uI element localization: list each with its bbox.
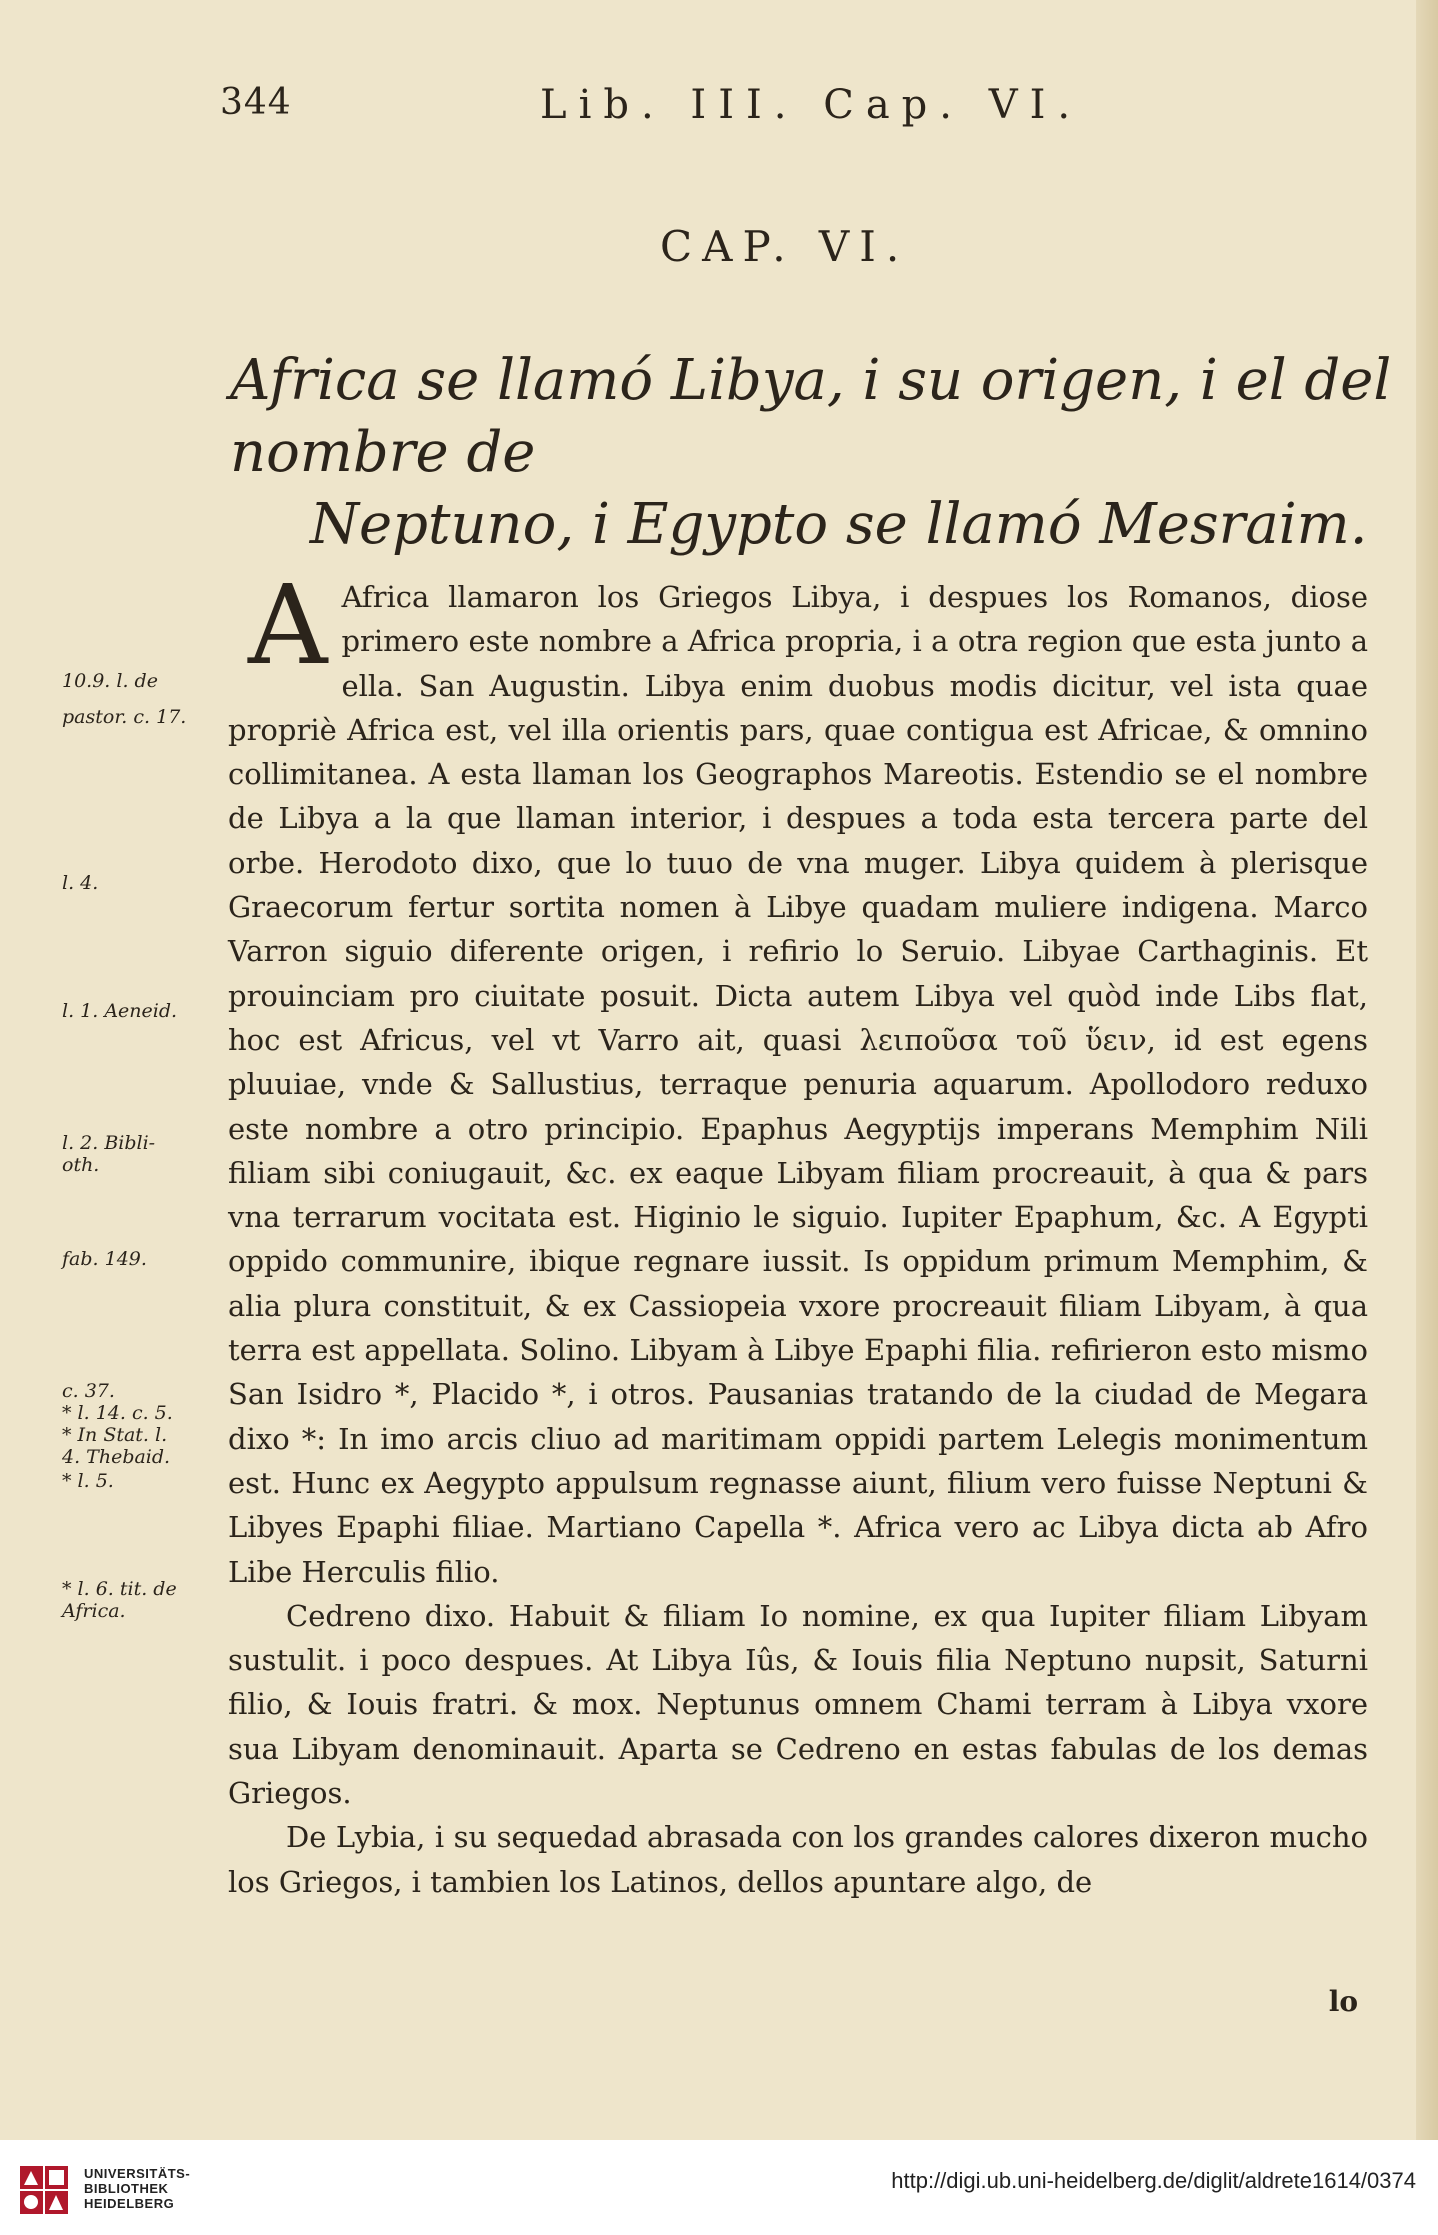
catchword: lo (1328, 1985, 1358, 2018)
university-library-logo-icon (18, 2164, 70, 2216)
margin-note: pastor. c. 17. (62, 706, 187, 728)
library-name-line: UNIVERSITÄTS- (84, 2166, 191, 2181)
margin-note: 4. Thebaid. (62, 1446, 171, 1468)
chapter-title (230, 345, 1400, 561)
running-head (220, 82, 1370, 132)
chapter-heading: CAP. VI. (660, 222, 910, 271)
margin-note: * l. 6. tit. de (62, 1578, 177, 1600)
margin-note: Africa. (62, 1600, 126, 1622)
library-name-line: BIBLIOTHEK (84, 2181, 169, 2196)
margin-note: fab. 149. (62, 1248, 147, 1270)
source-url-link[interactable]: http://digi.ub.uni-heidelberg.de/diglit/aldrete1614/0374 (891, 2168, 1416, 2193)
body-text (228, 561, 1368, 1904)
margin-note: * l. 5. (62, 1470, 114, 1492)
margin-note: 10.9. l. de (62, 670, 158, 692)
paragraph (228, 561, 1368, 1594)
chapter-title-line-2: Neptuno, i Egypto se llamó Mesraim. (310, 492, 1368, 557)
paragraph: De Lybia, i su sequedad abrasada con los grandes calores dixeron mucho los Griegos, i tambien los Latinos, dellos apuntare algo, de (228, 1820, 1368, 1899)
margin-note: l. 4. (62, 872, 99, 894)
margin-note: l. 2. Bibli- (62, 1132, 156, 1154)
margin-note: * l. 14. c. 5. (62, 1402, 173, 1424)
paragraph: Cedreno dixo. Habuit & filiam Io nomine, ex qua Iupiter filiam Libyam sustulit. i poco despues. At Libya Iûs, & Iouis filia Neptuno nupsit, Saturni filio, & Iouis fratri. & mox. Neptunus omnem Chami terram à Libya vxore sua Libyam denominauit. Aparta se Cedreno en estas fabulas de los demas Griegos. (228, 1598, 1368, 1811)
margin-note: oth. (62, 1154, 100, 1176)
margin-note: l. 1. Aeneid. (62, 1000, 178, 1022)
chapter-title-line-1: Africa se llamó Libya, i su origen, i el del nombre de (230, 348, 1392, 485)
drop-capital: A (248, 561, 328, 689)
page-edge (1416, 0, 1438, 2150)
library-name (84, 2166, 190, 2211)
library-name-line: HEIDELBERG (84, 2196, 175, 2211)
paragraph-text: Africa llamaron los Griegos Libya, i despues los Romanos, diose primero este nombre a Africa propria, i a otra region que esta junto a ella. San Augustin. Libya enim duobus modis dicitur, vel ista quae propriè Africa est, vel illa orientis pars, quae contigua est Africae, & omnino collimitanea. A esta llaman los Geographos Mareotis. Estendio se el nombre de Libya a la que llaman interior, i despues a toda esta tercera parte del orbe. Herodoto dixo, que lo tuuo de vna muger. Libya quidem à plerisque Graecorum fertur sortita nomen à Libye quadam muliere indigena. Marco Varron siguio diferente origen, i refirio lo Seruio. Libyae Carthaginis. Et prouinciam pro ciuitate posuit. Dicta autem Libya vel quòd inde Libs flat, hoc est Africus, vel vt Varro ait, quasi λειποῦσα τοῦ ὕειν, id est egens pluuiae, vnde & Sallustius, terraque penuria aquarum. Apollodoro reduxo este nombre a otro principio. Epaphus Aegyptijs imperans Memphim Nili filiam sibi coniugauit, &c. ex eaque Libyam filiam procreauit, à qua & pars vna terrarum vocitata est. Higinio le siguio. Iupiter Epaphum, &c. A Egypti oppido communire, ibique regnare iussit. Is oppidum primum Memphim, & alia plura constituit, & ex Cassiopeia vxore procreauit filiam Libyam, à qua terra est appellata. Solino. Libyam à Libye Epaphi filia. refirieron esto mismo San Isidro *, Placido *, i otros. Pausanias tratando de la ciudad de Megara dixo *: In imo arcis cliuo ad maritimam oppidi partem Lelegis monimentum est. Hunc ex Aegypto appulsum regnasse aiunt, filium vero fuisse Neptuni & Libyes Epaphi filiae. Martiano Capella *. Africa vero ac Libya dicta ab Afro Libe Herculis filio. (228, 580, 1368, 1589)
page-number: 344 (220, 82, 292, 123)
margin-note: * In Stat. l. (62, 1424, 168, 1446)
margin-note: c. 37. (62, 1380, 115, 1402)
digitization-footer (0, 2140, 1438, 2235)
running-title: Lib. III. Cap. VI. (540, 82, 1083, 128)
